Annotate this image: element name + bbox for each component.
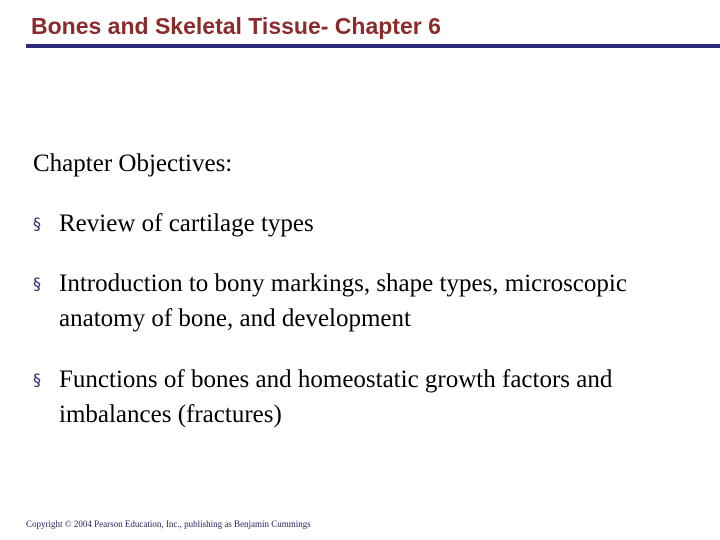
bullet-marker-icon: §	[33, 370, 41, 389]
objective-text: Review of cartilage types	[59, 210, 314, 237]
copyright-notice: Copyright © 2004 Pearson Education, Inc., publishing as Benjamin Cummings	[26, 519, 311, 529]
objectives-heading: Chapter Objectives:	[33, 150, 233, 177]
objective-item	[33, 206, 703, 241]
bullet-marker-icon: §	[33, 214, 41, 233]
objective-text: Functions of bones and homeostatic growth factors and imbalances (fractures)	[59, 366, 613, 428]
objective-text: Introduction to bony markings, shape types, microscopic anatomy of bone, and development	[59, 270, 627, 332]
slide-title: Bones and Skeletal Tissue- Chapter 6	[31, 13, 441, 39]
objective-item	[33, 266, 703, 336]
objective-item	[33, 362, 703, 432]
title-underline-rule	[26, 44, 720, 48]
bullet-marker-icon: §	[33, 274, 41, 293]
